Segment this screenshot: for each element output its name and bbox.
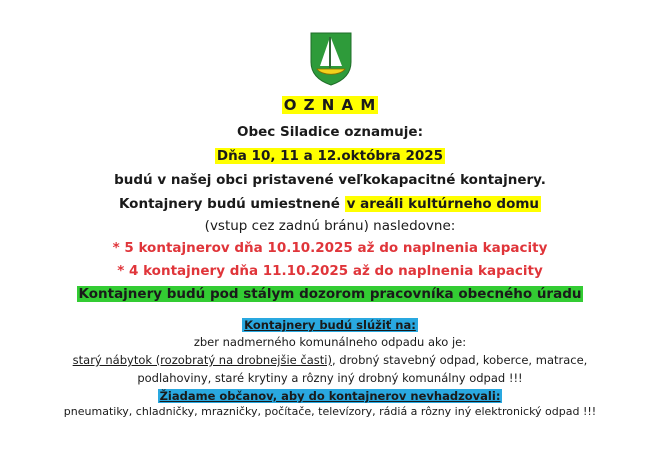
notice-intro: Obec Siladice oznamuje: bbox=[237, 124, 423, 140]
notice-item2: * 4 kontajnery dňa 11.10.2025 až do naplnenia kapacity bbox=[117, 263, 543, 279]
notice-location: v areáli kultúrneho domu bbox=[346, 196, 540, 212]
notice-line3: (vstup cez zadnú bránu) nasledovne: bbox=[204, 218, 456, 234]
notice-item1: * 5 kontajnerov dňa 10.10.2025 až do naplnenia kapacity bbox=[112, 240, 548, 256]
notice-dates-text: Dňa 10, 11 a 12.októbra 2025 bbox=[216, 148, 444, 164]
request-head-text: Žiadame občanov, aby do kontajnerov nevhadzovali: bbox=[159, 389, 501, 403]
purpose-line3: podlahoviny, staré krytiny a rôzny iný drobný komunálny odpad !!! bbox=[137, 371, 523, 385]
notice-line1: budú v našej obci pristavené veľkokapacitné kontajnery. bbox=[114, 172, 546, 188]
notice-line2-a: Kontajnery budú umiestnené bbox=[118, 196, 345, 212]
purpose-head-text: Kontajnery budú slúžiť na: bbox=[244, 318, 416, 332]
notice-title bbox=[0, 96, 660, 114]
request-line: pneumatiky, chladničky, mrazničky, počítače, televízory, rádiá a rôzny iný elektronický odpad !!! bbox=[63, 405, 597, 418]
purpose-head bbox=[0, 318, 660, 332]
request-head bbox=[0, 389, 660, 403]
notice-title-text: O Z N A M bbox=[283, 96, 377, 114]
notice-supervision bbox=[0, 286, 660, 302]
purpose-line2-a: starý nábytok (rozobratý na drobnejšie časti) bbox=[72, 353, 332, 367]
coat-of-arms-icon bbox=[310, 32, 352, 86]
purpose-line2-b: , drobný stavebný odpad, koberce, matrace, bbox=[331, 353, 588, 367]
purpose-line1: zber nadmerného komunálneho odpadu ako je: bbox=[193, 335, 467, 349]
notice-dates bbox=[0, 148, 660, 164]
notice-supervision-text: Kontajnery budú pod stálym dozorom pracovníka obecného úradu bbox=[78, 286, 582, 302]
notice-line2 bbox=[0, 196, 660, 212]
purpose-line2 bbox=[0, 353, 660, 367]
